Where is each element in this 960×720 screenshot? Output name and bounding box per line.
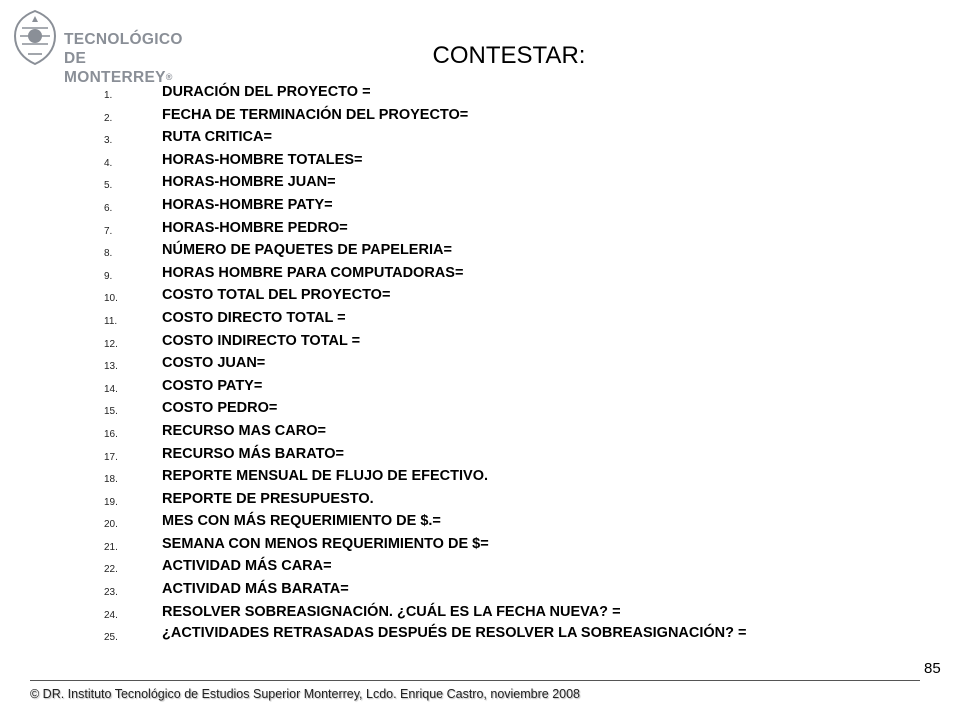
item-number: 22. — [104, 564, 118, 576]
item-text: RECURSO MÁS BARATO= — [162, 445, 344, 462]
item-number: 23. — [104, 587, 118, 599]
item-number: 24. — [104, 609, 118, 621]
item-number: 2. — [104, 112, 113, 124]
item-text: RESOLVER SOBREASIGNACIÓN. ¿CUÁL ES LA FECHA NUEVA? = — [162, 603, 621, 620]
item-text: COSTO TOTAL DEL PROYECTO= — [162, 287, 391, 304]
item-text: COSTO PEDRO= — [162, 400, 278, 417]
item-text: MES CON MÁS REQUERIMIENTO DE $.= — [162, 513, 441, 530]
list-item — [104, 107, 824, 130]
item-text: REPORTE MENSUAL DE FLUJO DE EFECTIVO. — [162, 468, 489, 485]
item-number: 15. — [104, 406, 118, 418]
logo-line-2-text: DE MONTERREY — [64, 50, 166, 86]
list-item — [104, 265, 824, 288]
list-item — [104, 513, 824, 536]
list-item — [104, 558, 824, 581]
item-text: HORAS-HOMBRE JUAN= — [162, 174, 336, 191]
item-text: ACTIVIDAD MÁS CARA= — [162, 558, 332, 575]
item-number: 11. — [104, 315, 118, 327]
list-item — [104, 129, 824, 152]
list-item — [104, 468, 824, 491]
item-text: FECHA DE TERMINACIÓN DEL PROYECTO= — [162, 106, 469, 123]
item-number: 3. — [104, 135, 113, 147]
item-text: NÚMERO DE PAQUETES DE PAPELERIA= — [162, 242, 452, 259]
logo-line-1: TECNOLÓGICO — [64, 31, 183, 48]
item-number: 5. — [104, 180, 113, 192]
item-number: 4. — [104, 157, 113, 169]
list-item — [104, 242, 824, 265]
item-text: HORAS-HOMBRE TOTALES= — [162, 151, 363, 168]
list-item — [104, 423, 824, 446]
item-text: HORAS-HOMBRE PATY= — [162, 196, 333, 213]
item-number: 7. — [104, 225, 113, 237]
list-item — [104, 604, 824, 627]
footer-divider — [30, 680, 920, 681]
list-item — [104, 536, 824, 559]
item-text: REPORTE DE PRESUPUESTO. — [162, 490, 374, 507]
item-text: HORAS-HOMBRE PEDRO= — [162, 219, 348, 236]
list-item — [104, 626, 824, 649]
item-text: RECURSO MAS CARO= — [162, 422, 326, 439]
item-text: COSTO PATY= — [162, 377, 263, 394]
item-number: 19. — [104, 496, 118, 508]
question-list — [104, 84, 824, 649]
item-number: 1. — [104, 90, 113, 101]
item-number: 9. — [104, 270, 113, 282]
item-number: 10. — [104, 293, 118, 305]
list-item — [104, 333, 824, 356]
list-item — [104, 355, 824, 378]
slide-title: CONTESTAR: — [432, 42, 586, 69]
list-item — [104, 287, 824, 310]
list-item — [104, 152, 824, 175]
item-text: ACTIVIDAD MÁS BARATA= — [162, 581, 349, 598]
item-text: COSTO DIRECTO TOTAL = — [162, 309, 346, 326]
slide-title-wrapper — [0, 42, 960, 70]
list-item — [104, 220, 824, 243]
list-item — [104, 84, 824, 107]
item-text: COSTO INDIRECTO TOTAL = — [162, 332, 361, 349]
item-number: 8. — [104, 248, 113, 260]
list-item — [104, 491, 824, 514]
item-number: 13. — [104, 361, 118, 373]
item-text: SEMANA CON MENOS REQUERIMIENTO DE $= — [162, 535, 489, 552]
item-number: 21. — [104, 541, 118, 553]
item-number: 25. — [104, 632, 118, 644]
item-text: COSTO JUAN= — [162, 355, 266, 372]
item-number: 12. — [104, 338, 118, 350]
list-item — [104, 174, 824, 197]
item-number: 17. — [104, 451, 118, 463]
item-text: RUTA CRITICA= — [162, 129, 272, 146]
footer-copyright: © DR. Instituto Tecnológico de Estudios Superior Monterrey, Lcdo. Enrique Castro, noviembre 2008 — [30, 687, 581, 701]
item-number: 14. — [104, 383, 118, 395]
item-number: 18. — [104, 474, 118, 486]
item-number: 20. — [104, 519, 118, 531]
item-text: HORAS HOMBRE PARA COMPUTADORAS= — [162, 264, 464, 281]
list-item — [104, 310, 824, 333]
item-number: 6. — [104, 202, 113, 214]
item-number: 16. — [104, 428, 118, 440]
list-item — [104, 197, 824, 220]
registered-mark: ® — [165, 72, 173, 82]
list-item — [104, 378, 824, 401]
page-number: 85 — [924, 660, 941, 677]
list-item — [104, 400, 824, 423]
item-text: DURACIÓN DEL PROYECTO = — [162, 84, 371, 100]
list-item — [104, 446, 824, 469]
list-item — [104, 581, 824, 604]
item-text: ¿ACTIVIDADES RETRASADAS DESPUÉS DE RESOLVER LA SOBREASIGNACIÓN? = — [162, 625, 747, 642]
